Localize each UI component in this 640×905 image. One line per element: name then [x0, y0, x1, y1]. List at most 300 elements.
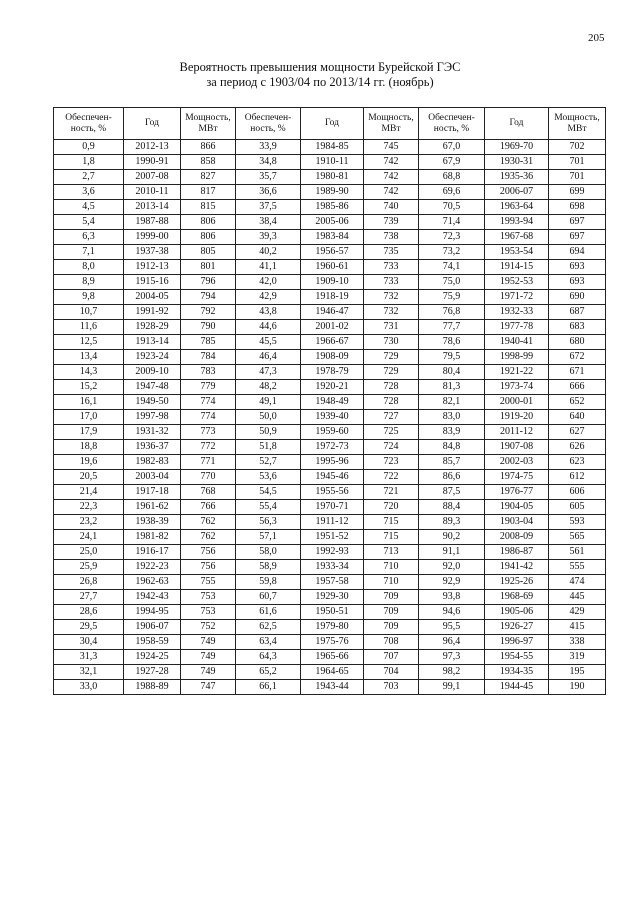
table-cell: 1911-12: [301, 515, 364, 530]
table-cell: 715: [364, 530, 419, 545]
table-cell: 52,7: [236, 455, 301, 470]
table-cell: 1919-20: [485, 410, 549, 425]
table-cell: 1916-17: [124, 545, 181, 560]
table-cell: 1922-23: [124, 560, 181, 575]
table-cell: 1,8: [54, 155, 124, 170]
table-cell: 1941-42: [485, 560, 549, 575]
table-cell: 690: [549, 290, 606, 305]
table-row: [54, 650, 606, 665]
table-cell: 806: [181, 215, 236, 230]
table-cell: 76,8: [419, 305, 485, 320]
table-cell: 2004-05: [124, 290, 181, 305]
table-cell: 742: [364, 155, 419, 170]
table-cell: 703: [364, 680, 419, 695]
table-cell: 687: [549, 305, 606, 320]
table-cell: 1994-95: [124, 605, 181, 620]
table-cell: 640: [549, 410, 606, 425]
table-cell: 720: [364, 500, 419, 515]
table-cell: 1930-31: [485, 155, 549, 170]
table-cell: 1988-89: [124, 680, 181, 695]
table-row: [54, 515, 606, 530]
table-cell: 8,9: [54, 275, 124, 290]
table-cell: 46,4: [236, 350, 301, 365]
table-cell: 1999-00: [124, 230, 181, 245]
table-cell: 749: [181, 635, 236, 650]
table-cell: 29,5: [54, 620, 124, 635]
table-cell: 1983-84: [301, 230, 364, 245]
table-row: [54, 170, 606, 185]
table-cell: 742: [364, 170, 419, 185]
table-cell: 61,6: [236, 605, 301, 620]
table-cell: 725: [364, 425, 419, 440]
table-row: [54, 200, 606, 215]
table-cell: 1963-64: [485, 200, 549, 215]
table-cell: 730: [364, 335, 419, 350]
table-cell: 1975-76: [301, 635, 364, 650]
header-year-3: Год: [485, 108, 549, 140]
title-line-1: Вероятность превышения мощности Бурейской ГЭС: [179, 60, 461, 74]
table-cell: 756: [181, 545, 236, 560]
table-cell: 1910-11: [301, 155, 364, 170]
table-cell: 60,7: [236, 590, 301, 605]
table-cell: 82,1: [419, 395, 485, 410]
table-cell: 45,5: [236, 335, 301, 350]
table-cell: 1995-96: [301, 455, 364, 470]
table-cell: 92,9: [419, 575, 485, 590]
table-cell: 55,4: [236, 500, 301, 515]
table-cell: 627: [549, 425, 606, 440]
table-row: [54, 605, 606, 620]
table-row: [54, 620, 606, 635]
table-cell: 10,7: [54, 305, 124, 320]
table-cell: 89,3: [419, 515, 485, 530]
table-cell: 18,8: [54, 440, 124, 455]
table-cell: 3,6: [54, 185, 124, 200]
table-row: [54, 365, 606, 380]
table-cell: 790: [181, 320, 236, 335]
table-cell: 1925-26: [485, 575, 549, 590]
table-cell: 768: [181, 485, 236, 500]
table-cell: 34,8: [236, 155, 301, 170]
table-cell: 731: [364, 320, 419, 335]
table-cell: 1981-82: [124, 530, 181, 545]
table-cell: 858: [181, 155, 236, 170]
table-cell: 652: [549, 395, 606, 410]
table-cell: 733: [364, 260, 419, 275]
table-cell: 783: [181, 365, 236, 380]
table-cell: 50,9: [236, 425, 301, 440]
table-cell: 14,3: [54, 365, 124, 380]
table-cell: 94,6: [419, 605, 485, 620]
table-cell: 1934-35: [485, 665, 549, 680]
table-cell: 1977-78: [485, 320, 549, 335]
table-cell: 2001-02: [301, 320, 364, 335]
table-row: [54, 455, 606, 470]
table-cell: 11,6: [54, 320, 124, 335]
table-cell: 97,3: [419, 650, 485, 665]
table-cell: 1909-10: [301, 275, 364, 290]
table-cell: 1918-19: [301, 290, 364, 305]
table-cell: 749: [181, 665, 236, 680]
table-cell: 44,6: [236, 320, 301, 335]
table-cell: 1964-65: [301, 665, 364, 680]
table-cell: 28,6: [54, 605, 124, 620]
table-row: [54, 530, 606, 545]
table-cell: 415: [549, 620, 606, 635]
table-cell: 90,2: [419, 530, 485, 545]
table-cell: 2,7: [54, 170, 124, 185]
table-cell: 83,0: [419, 410, 485, 425]
table-cell: 666: [549, 380, 606, 395]
table-cell: 1913-14: [124, 335, 181, 350]
table-cell: 58,9: [236, 560, 301, 575]
table-cell: 774: [181, 410, 236, 425]
table-cell: 749: [181, 650, 236, 665]
table-cell: 1985-86: [301, 200, 364, 215]
table-cell: 565: [549, 530, 606, 545]
table-cell: 72,3: [419, 230, 485, 245]
table-cell: 4,5: [54, 200, 124, 215]
table-cell: 1905-06: [485, 605, 549, 620]
table-cell: 753: [181, 590, 236, 605]
table-cell: 48,2: [236, 380, 301, 395]
table-cell: 1947-48: [124, 380, 181, 395]
table-cell: 40,2: [236, 245, 301, 260]
table-cell: 1992-93: [301, 545, 364, 560]
table-cell: 815: [181, 200, 236, 215]
table-cell: 774: [181, 395, 236, 410]
table-row: [54, 485, 606, 500]
table-cell: 1953-54: [485, 245, 549, 260]
table-cell: 1986-87: [485, 545, 549, 560]
table-cell: 1976-77: [485, 485, 549, 500]
header-year-1: Год: [124, 108, 181, 140]
table-cell: 745: [364, 140, 419, 155]
table-cell: 709: [364, 605, 419, 620]
table-cell: 93,8: [419, 590, 485, 605]
table-cell: 75,9: [419, 290, 485, 305]
table-cell: 708: [364, 635, 419, 650]
table-cell: 1923-24: [124, 350, 181, 365]
table-cell: 91,1: [419, 545, 485, 560]
table-cell: 772: [181, 440, 236, 455]
table-cell: 773: [181, 425, 236, 440]
table-cell: 31,3: [54, 650, 124, 665]
table-cell: 86,6: [419, 470, 485, 485]
table-cell: 2006-07: [485, 185, 549, 200]
table-cell: 71,4: [419, 215, 485, 230]
table-cell: 728: [364, 380, 419, 395]
table-cell: 1970-71: [301, 500, 364, 515]
table-cell: 13,4: [54, 350, 124, 365]
table-cell: 19,6: [54, 455, 124, 470]
table-cell: 2000-01: [485, 395, 549, 410]
table-cell: 1929-30: [301, 590, 364, 605]
table-cell: 69,6: [419, 185, 485, 200]
table-cell: 561: [549, 545, 606, 560]
table-cell: 21,4: [54, 485, 124, 500]
table-cell: 9,8: [54, 290, 124, 305]
table-row: [54, 680, 606, 695]
table-cell: 1936-37: [124, 440, 181, 455]
table-row: [54, 320, 606, 335]
table-cell: 680: [549, 335, 606, 350]
table-cell: 1920-21: [301, 380, 364, 395]
table-cell: 66,1: [236, 680, 301, 695]
table-cell: 605: [549, 500, 606, 515]
table-cell: 84,8: [419, 440, 485, 455]
table-cell: 22,3: [54, 500, 124, 515]
table-cell: 1990-91: [124, 155, 181, 170]
table-cell: 7,1: [54, 245, 124, 260]
table-cell: 67,0: [419, 140, 485, 155]
table-row: [54, 380, 606, 395]
table-cell: 1957-58: [301, 575, 364, 590]
table-cell: 1984-85: [301, 140, 364, 155]
table-cell: 338: [549, 635, 606, 650]
table-cell: 729: [364, 365, 419, 380]
table-cell: 42,9: [236, 290, 301, 305]
table-cell: 57,1: [236, 530, 301, 545]
table-cell: 36,6: [236, 185, 301, 200]
table-cell: 1940-41: [485, 335, 549, 350]
table-row: [54, 575, 606, 590]
table-cell: 39,3: [236, 230, 301, 245]
table-cell: 98,2: [419, 665, 485, 680]
table-row: [54, 275, 606, 290]
table-row: [54, 140, 606, 155]
table-cell: 756: [181, 560, 236, 575]
table-cell: 1938-39: [124, 515, 181, 530]
table-cell: 47,3: [236, 365, 301, 380]
table-cell: 701: [549, 170, 606, 185]
table-cell: 63,4: [236, 635, 301, 650]
table-cell: 1951-52: [301, 530, 364, 545]
table-cell: 1950-51: [301, 605, 364, 620]
table-cell: 1931-32: [124, 425, 181, 440]
table-cell: 732: [364, 290, 419, 305]
table-cell: 732: [364, 305, 419, 320]
table-cell: 64,3: [236, 650, 301, 665]
table-cell: 801: [181, 260, 236, 275]
table-cell: 1943-44: [301, 680, 364, 695]
table-cell: 747: [181, 680, 236, 695]
table-cell: 593: [549, 515, 606, 530]
table-cell: 694: [549, 245, 606, 260]
document-title: [0, 60, 640, 90]
table-cell: 1971-72: [485, 290, 549, 305]
table-cell: 612: [549, 470, 606, 485]
table-cell: 817: [181, 185, 236, 200]
table-cell: 738: [364, 230, 419, 245]
table-cell: 1927-28: [124, 665, 181, 680]
table-cell: 51,8: [236, 440, 301, 455]
table-cell: 38,4: [236, 215, 301, 230]
table-row: [54, 155, 606, 170]
table-cell: 623: [549, 455, 606, 470]
table-row: [54, 635, 606, 650]
table-cell: 1959-60: [301, 425, 364, 440]
table-cell: 429: [549, 605, 606, 620]
table-row: [54, 590, 606, 605]
table-cell: 1974-75: [485, 470, 549, 485]
table-row: [54, 230, 606, 245]
table-cell: 87,5: [419, 485, 485, 500]
table-cell: 80,4: [419, 365, 485, 380]
table-cell: 2011-12: [485, 425, 549, 440]
table-cell: 727: [364, 410, 419, 425]
table-cell: 784: [181, 350, 236, 365]
table-cell: 16,1: [54, 395, 124, 410]
table-cell: 1917-18: [124, 485, 181, 500]
table-cell: 190: [549, 680, 606, 695]
table-cell: 15,2: [54, 380, 124, 395]
header-supply-3: Обеспечен-ность, %: [419, 108, 485, 140]
table-cell: 77,7: [419, 320, 485, 335]
table-cell: 73,2: [419, 245, 485, 260]
table-cell: 1945-46: [301, 470, 364, 485]
table-cell: 779: [181, 380, 236, 395]
table-cell: 1942-43: [124, 590, 181, 605]
table-cell: 1987-88: [124, 215, 181, 230]
table-cell: 715: [364, 515, 419, 530]
table-cell: 1907-08: [485, 440, 549, 455]
table-cell: 1904-05: [485, 500, 549, 515]
table-cell: 1968-69: [485, 590, 549, 605]
table-cell: 771: [181, 455, 236, 470]
table-cell: 33,9: [236, 140, 301, 155]
table-cell: 752: [181, 620, 236, 635]
table-cell: 1954-55: [485, 650, 549, 665]
table-cell: 724: [364, 440, 419, 455]
header-power-3: Мощность, МВт: [549, 108, 606, 140]
table-cell: 1980-81: [301, 170, 364, 185]
table-cell: 32,1: [54, 665, 124, 680]
table-cell: 12,5: [54, 335, 124, 350]
table-row: [54, 470, 606, 485]
table-cell: 555: [549, 560, 606, 575]
table-cell: 59,8: [236, 575, 301, 590]
table-cell: 35,7: [236, 170, 301, 185]
table-cell: 24,1: [54, 530, 124, 545]
table-cell: 1926-27: [485, 620, 549, 635]
table-cell: 626: [549, 440, 606, 455]
table-cell: 683: [549, 320, 606, 335]
table-cell: 710: [364, 560, 419, 575]
table-row: [54, 560, 606, 575]
table-row: [54, 410, 606, 425]
table-cell: 1906-07: [124, 620, 181, 635]
table-cell: 70,5: [419, 200, 485, 215]
table-cell: 68,8: [419, 170, 485, 185]
table-cell: 785: [181, 335, 236, 350]
table-cell: 693: [549, 275, 606, 290]
table-cell: 30,4: [54, 635, 124, 650]
table-cell: 753: [181, 605, 236, 620]
table-cell: 806: [181, 230, 236, 245]
table-cell: 1937-38: [124, 245, 181, 260]
table-cell: 25,0: [54, 545, 124, 560]
table-cell: 1946-47: [301, 305, 364, 320]
table-cell: 85,7: [419, 455, 485, 470]
header-year-2: Год: [301, 108, 364, 140]
table-cell: 445: [549, 590, 606, 605]
table-cell: 88,4: [419, 500, 485, 515]
table-cell: 762: [181, 515, 236, 530]
table-row: [54, 260, 606, 275]
table-cell: 8,0: [54, 260, 124, 275]
table-cell: 65,2: [236, 665, 301, 680]
table-cell: 699: [549, 185, 606, 200]
table-cell: 1914-15: [485, 260, 549, 275]
table-cell: 1991-92: [124, 305, 181, 320]
table-cell: 5,4: [54, 215, 124, 230]
table-cell: 866: [181, 140, 236, 155]
table-cell: 1928-29: [124, 320, 181, 335]
header-supply-2: Обеспечен-ность, %: [236, 108, 301, 140]
table-cell: 1972-73: [301, 440, 364, 455]
table-cell: 96,4: [419, 635, 485, 650]
table-row: [54, 545, 606, 560]
table-cell: 2013-14: [124, 200, 181, 215]
table-cell: 701: [549, 155, 606, 170]
table-cell: 83,9: [419, 425, 485, 440]
table-cell: 672: [549, 350, 606, 365]
table-cell: 2005-06: [301, 215, 364, 230]
header-power-1: Мощность, МВт: [181, 108, 236, 140]
table-cell: 474: [549, 575, 606, 590]
table-row: [54, 440, 606, 455]
table-cell: 6,3: [54, 230, 124, 245]
table-row: [54, 185, 606, 200]
table-cell: 1958-59: [124, 635, 181, 650]
table-cell: 75,0: [419, 275, 485, 290]
table-cell: 606: [549, 485, 606, 500]
table-cell: 1960-61: [301, 260, 364, 275]
table-cell: 739: [364, 215, 419, 230]
page-number: 205: [588, 32, 605, 44]
table-cell: 709: [364, 590, 419, 605]
table-cell: 2009-10: [124, 365, 181, 380]
table-cell: 79,5: [419, 350, 485, 365]
table-cell: 27,7: [54, 590, 124, 605]
table-row: [54, 395, 606, 410]
table-cell: 1969-70: [485, 140, 549, 155]
table-cell: 2012-13: [124, 140, 181, 155]
table-cell: 33,0: [54, 680, 124, 695]
table-cell: 54,5: [236, 485, 301, 500]
probability-table: [53, 107, 606, 695]
table-cell: 81,3: [419, 380, 485, 395]
table-row: [54, 290, 606, 305]
table-cell: 195: [549, 665, 606, 680]
table-cell: 2002-03: [485, 455, 549, 470]
table-cell: 56,3: [236, 515, 301, 530]
table-cell: 740: [364, 200, 419, 215]
table-cell: 722: [364, 470, 419, 485]
table-cell: 713: [364, 545, 419, 560]
table-cell: 49,1: [236, 395, 301, 410]
table-cell: 792: [181, 305, 236, 320]
table-cell: 1924-25: [124, 650, 181, 665]
table-row: [54, 350, 606, 365]
table-cell: 709: [364, 620, 419, 635]
table-cell: 1961-62: [124, 500, 181, 515]
table-cell: 697: [549, 215, 606, 230]
table-cell: 1952-53: [485, 275, 549, 290]
table-cell: 1967-68: [485, 230, 549, 245]
table-cell: 796: [181, 275, 236, 290]
